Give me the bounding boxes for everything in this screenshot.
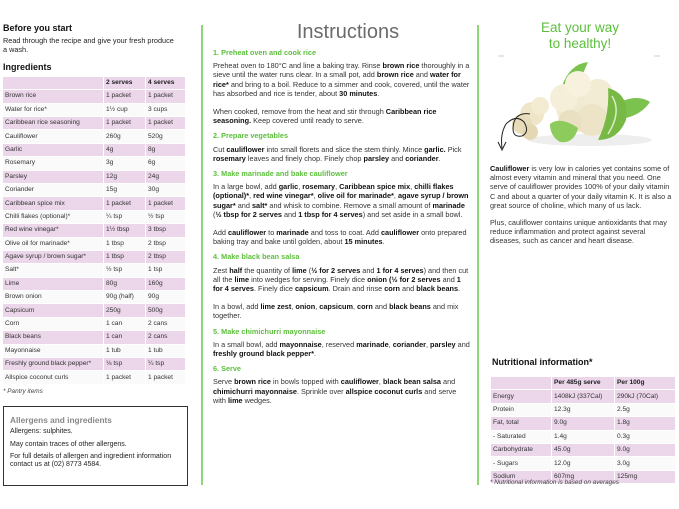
table-cell: 90g [146, 291, 185, 303]
text: onto prepared baking tray and bake until golden, about [213, 228, 467, 247]
bold-text: allspice coconut curls [345, 386, 423, 396]
text: in bowls topped with [271, 377, 341, 387]
bold-text: onion (½ for 2 serves [367, 274, 441, 284]
table-row [3, 238, 185, 250]
health-text [490, 164, 676, 246]
divider [477, 25, 479, 485]
bold-text: coriander [405, 153, 439, 163]
table-cell: 250g [104, 304, 145, 316]
pantry-footnote: * Pantry items [3, 387, 43, 395]
cauliflower-icon [490, 54, 676, 164]
table-cell: Lime [3, 278, 103, 290]
instructions-column [213, 20, 471, 411]
text: , [378, 377, 383, 387]
text: , [410, 182, 415, 192]
step-heading: 1. Preheat oven and cook rice [213, 48, 317, 57]
table-row [3, 130, 185, 142]
text: . Sprinkle over [296, 386, 346, 396]
before-you-start-heading: Before you start [3, 23, 73, 33]
table-cell: ½ tsp [104, 264, 145, 276]
text: . [438, 153, 441, 163]
text: Cut [213, 144, 227, 154]
bold-text: parsley [363, 153, 390, 163]
step-heading: 6. Serve [213, 364, 241, 374]
bold-text: garlic [278, 182, 299, 192]
text: . Finely dice [253, 284, 295, 294]
table-cell: 1 tub [104, 345, 145, 357]
table-row [3, 197, 185, 209]
allergens-heading: Allergens and ingredients [10, 415, 112, 425]
bold-text: black beans [389, 302, 431, 312]
allergens-line: Allergens: sulphites. [10, 428, 73, 436]
table-cell: ¼ tsp [104, 211, 145, 223]
table-cell: 2 cans [146, 318, 185, 330]
bold-text: Caribbean spice mix [339, 182, 411, 192]
text: Serve [213, 377, 235, 387]
nutrition-table [490, 376, 676, 484]
table-cell: 1 packet [104, 117, 145, 129]
ingredients-heading: Ingredients [3, 61, 52, 72]
table-cell: Coriander [3, 184, 103, 196]
table-cell: 3 cups [146, 104, 185, 116]
text: , reserved [321, 339, 357, 349]
table-cell: Agave syrup / brown sugar* [3, 251, 103, 263]
text: In a bowl, add [213, 302, 261, 312]
table-cell: Water for rice* [3, 104, 103, 116]
text: the quantity of [242, 265, 293, 275]
text: thoroughly in a sieve until the water runs clear. In a small pot, add [213, 61, 470, 80]
text: In a small bowl, add [213, 339, 280, 349]
paragraph [213, 302, 471, 320]
text: , [335, 182, 340, 192]
text: and [389, 153, 406, 163]
table-cell: Allspice coconut curls [3, 371, 103, 383]
text: ( [306, 265, 312, 275]
text: is very low in calories yet contains some of almost every vitamin and mineral that you need. One serve of cauliflower provides 100% of your daily vitamin C and about a quarter of your daily vitamin K. It is also a great source of choline, which many of us lack. [490, 164, 672, 210]
table-row [3, 90, 185, 102]
table-row [491, 404, 675, 416]
bold-text: onion [295, 302, 316, 312]
bold-text: brown rice [234, 377, 271, 387]
table-cell: 4g [104, 144, 145, 156]
bold-text: 1 for 4 serves [376, 265, 424, 275]
text: , [291, 302, 296, 312]
bold-text: half [229, 265, 243, 275]
table-cell: 9.0g [552, 417, 614, 429]
text: into small florets and slice the stem thinly. Mince [264, 144, 425, 154]
paragraph [213, 107, 471, 125]
health-title-line: Eat your way [540, 20, 620, 35]
table-cell: 500g [146, 304, 185, 316]
bold-text: 30 minutes [339, 88, 378, 98]
step-heading: 4. Make black bean salsa [213, 252, 300, 262]
table-cell: Salt* [3, 264, 103, 276]
divider [201, 25, 203, 485]
text: and bring to a boil. Reduce to a simmer and cook, covered, until the water has absorbed and rice is tender, about [213, 79, 470, 98]
table-cell: Brown onion [3, 291, 103, 303]
bold-text: lime [292, 265, 307, 275]
table-cell: 80g [104, 278, 145, 290]
bold-text: olive oil for marinade* [317, 191, 394, 201]
text: Add [213, 228, 229, 238]
text: and [440, 274, 457, 284]
table-cell: 1 packet [146, 117, 185, 129]
table-header-row [3, 77, 185, 89]
text: , [313, 191, 318, 201]
text: and mix together. [213, 302, 459, 321]
text: and [372, 302, 390, 312]
table-row [3, 371, 185, 383]
text: , [393, 191, 398, 201]
text: . [377, 88, 380, 98]
table-header-row [491, 377, 675, 389]
bold-text: Cauliflower [490, 164, 530, 173]
bold-text: Caribbean rice seasoning. [213, 107, 437, 126]
table-cell: Olive oil for marinade* [3, 238, 103, 250]
table-cell: 1 can [104, 318, 145, 330]
nutrition-heading: Nutritional information* [492, 357, 593, 367]
text: , [388, 339, 393, 349]
table-row [491, 390, 675, 402]
table-cell: 125mg [615, 471, 675, 483]
table-cell: 12g [104, 171, 145, 183]
table-cell: Caribbean rice seasoning [3, 117, 103, 129]
table-cell: 2.5g [615, 404, 675, 416]
ingredients-table [2, 76, 186, 385]
text: and [455, 339, 470, 349]
bold-text: marinade [432, 200, 465, 210]
paragraph [213, 228, 471, 246]
table-row [3, 358, 185, 370]
bold-text: garlic. [424, 144, 446, 154]
bold-text: parsley [430, 339, 456, 349]
paragraph [213, 145, 471, 163]
table-row [491, 417, 675, 429]
table-row [3, 291, 185, 303]
bold-text: coriander [392, 339, 426, 349]
column-header [3, 77, 103, 89]
table-row [3, 184, 185, 196]
table-cell: Energy [491, 390, 551, 402]
table-cell: 1½ cup [104, 104, 145, 116]
table-cell: 1 tbsp [104, 238, 145, 250]
text: . [382, 237, 385, 247]
table-cell: 12.3g [552, 404, 614, 416]
bold-text: water for rice* [213, 70, 461, 89]
bold-text: marinade [356, 339, 389, 349]
table-row [491, 457, 675, 469]
paragraph [490, 164, 676, 210]
allergens-line: For full details of allergen and ingredient information contact us at (02) 8773 4584. [10, 453, 172, 469]
table-cell: Carbohydrate [491, 444, 551, 456]
cauliflower-illustration [490, 54, 676, 164]
table-row [3, 117, 185, 129]
bold-text: red wine vinegar* [253, 191, 314, 201]
table-cell: 160g [146, 278, 185, 290]
table-cell: Parsley [3, 171, 103, 183]
bold-text: freshly ground black pepper* [213, 349, 314, 359]
table-row [3, 224, 185, 236]
table-cell: 1.4g [552, 431, 614, 443]
column-header: 2 serves [104, 77, 145, 89]
text: ) and set aside in a small bowl. [362, 209, 463, 219]
paragraph [213, 61, 471, 98]
bold-text: ½ tbsp for 2 serves [215, 209, 282, 219]
table-cell: Rosemary [3, 157, 103, 169]
bold-text: cauliflower [228, 228, 267, 238]
text: , [315, 302, 320, 312]
text: Plus, cauliflower contains unique antioxidants that may reduce inflammation and protect against several diseases, such as cancer and heart disease. [490, 218, 667, 246]
text: and [413, 70, 430, 80]
bold-text: cauliflower [340, 377, 379, 387]
table-cell: Caribbean spice mix [3, 197, 103, 209]
table-cell: Freshly ground black pepper* [3, 358, 103, 370]
bold-text: 15 minutes [344, 237, 383, 247]
table-row [3, 104, 185, 116]
table-cell: 1 packet [146, 371, 185, 383]
paragraph [490, 218, 676, 246]
bold-text: brown rice [376, 70, 414, 80]
table-cell: 2 cans [146, 331, 185, 343]
bold-text: capsicum [294, 284, 329, 294]
bold-text: cauliflower [226, 144, 265, 154]
table-cell: 45.0g [552, 444, 614, 456]
text: leaves and finely chop. Finely chop [245, 153, 364, 163]
paragraph [213, 266, 471, 294]
table-cell: 1 tub [146, 345, 185, 357]
text: . [313, 349, 316, 359]
table-row [3, 144, 185, 156]
table-cell: 520g [146, 130, 185, 142]
table-cell: Sodium [491, 471, 551, 483]
text: wedges. [242, 395, 272, 405]
table-cell: 0.3g [615, 431, 675, 443]
text: and whisk to combine. Remove a small amount of [267, 200, 433, 210]
text: Pick [445, 144, 462, 154]
text: When cooked, remove from the heat and stir through [213, 107, 386, 117]
table-cell: Protein [491, 404, 551, 416]
table-cell: 2 tbsp [146, 238, 185, 250]
table-cell: 9.0g [615, 444, 675, 456]
bold-text: chilli flakes (optional)* [213, 182, 454, 201]
health-title [484, 20, 676, 52]
table-cell: 6g [146, 157, 185, 169]
text: and [235, 200, 252, 210]
column-header: Per 485g serve [552, 377, 614, 389]
column-header: Per 100g [615, 377, 675, 389]
paragraph [213, 182, 471, 219]
table-cell: 1½ tbsp [104, 224, 145, 236]
bold-text: corn [384, 284, 401, 294]
text: and serve with [213, 386, 457, 405]
instructions-title: Instructions [296, 21, 400, 43]
bold-text: chimichurri mayonnaise [213, 386, 297, 396]
table-row [3, 345, 185, 357]
table-cell: 2 tbsp [146, 251, 185, 263]
table-cell: Black beans [3, 331, 103, 343]
bold-text: lime [234, 274, 250, 284]
table-cell: 12.0g [552, 457, 614, 469]
table-cell: 3.0g [615, 457, 675, 469]
bold-text: cauliflower [380, 228, 420, 238]
bold-text: marinade [276, 228, 309, 238]
text: and [360, 265, 377, 275]
table-cell: ⅛ tsp [104, 358, 145, 370]
bold-text: ½ for 2 serves [311, 265, 361, 275]
table-cell: 1 can [104, 331, 145, 343]
text: Preheat oven to 180°C and line a baking tray. Rinse [213, 61, 383, 71]
table-cell: 290kJ (70Cal) [615, 390, 675, 402]
allergens-box [3, 406, 188, 486]
table-cell: 1 packet [104, 197, 145, 209]
text: In a large bowl, add [213, 182, 279, 192]
step-heading: 5. Make chimichurri mayonnaise [213, 326, 326, 336]
bold-text: black bean salsa [382, 377, 441, 387]
table-cell: 24g [146, 171, 185, 183]
table-cell: 3 tbsp [146, 224, 185, 236]
table-cell: Mayonnaise [3, 345, 103, 357]
text: ) and then cut all the [213, 265, 469, 284]
bold-text: lime [228, 395, 243, 405]
text: , [249, 191, 254, 201]
table-cell: 1 packet [104, 371, 145, 383]
table-cell: ¼ tsp [146, 358, 185, 370]
table-cell: 90g (half) [104, 291, 145, 303]
text: . [458, 284, 461, 294]
table-cell: 260g [104, 130, 145, 142]
health-column [490, 20, 676, 254]
table-row [3, 264, 185, 276]
table-cell: 1 tbsp [104, 251, 145, 263]
instruction-steps [213, 48, 471, 405]
bold-text: 1 for 4 serves [213, 274, 461, 294]
table-cell: Corn [3, 318, 103, 330]
table-cell: 30g [146, 184, 185, 196]
table-cell: 1 packet [146, 90, 185, 102]
table-cell: ½ tsp [146, 211, 185, 223]
text: into wedges for serving. Finely dice [249, 274, 368, 284]
table-row [3, 304, 185, 316]
text: ( [213, 209, 216, 219]
table-row [3, 278, 185, 290]
text: and [400, 284, 417, 294]
table-cell: Chilli flakes (optional)* [3, 211, 103, 223]
allergens-line: May contain traces of other allergens. [10, 440, 127, 448]
table-cell: Red wine vinegar* [3, 224, 103, 236]
table-cell: - Sugars [491, 457, 551, 469]
text: . Drain and rinse [328, 284, 385, 294]
table-row [3, 157, 185, 169]
table-cell: 8g [146, 144, 185, 156]
column-header [491, 377, 551, 389]
table-cell: Brown rice [3, 90, 103, 102]
bold-text: rosemary [302, 182, 336, 192]
text: , [425, 339, 431, 349]
health-title-line: to healthy! [548, 36, 612, 51]
bold-text: agave syrup / brown sugar* [213, 191, 469, 210]
table-cell: Capsicum [3, 304, 103, 316]
text: , [352, 302, 358, 312]
step-heading: 3. Make marinade and bake cauliflower [213, 169, 348, 179]
left-column [3, 24, 191, 396]
table-cell: 607mg [552, 471, 614, 483]
table-cell: 1 packet [104, 90, 145, 102]
bold-text: 1 tbsp for 4 serves [298, 209, 363, 219]
nutrition-footnote: * Nutritional information is based on averages [490, 479, 619, 486]
table-cell: 1408kJ (337Cal) [552, 390, 614, 402]
step-heading: 2. Prepare vegetables [213, 131, 289, 141]
before-you-start-text: Read through the recipe and give your fresh produce a wash. [3, 36, 174, 55]
table-row [3, 251, 185, 263]
table-cell: Fat, total [491, 417, 551, 429]
table-cell: 1 packet [146, 197, 185, 209]
table-cell: Cauliflower [3, 130, 103, 142]
bold-text: capsicum [319, 302, 353, 312]
table-cell: 15g [104, 184, 145, 196]
table-cell: 1.8g [615, 417, 675, 429]
table-cell: - Saturated [491, 431, 551, 443]
text: to [266, 228, 277, 238]
bold-text: corn [357, 302, 373, 312]
table-row [3, 318, 185, 330]
bold-text: lime zest [260, 302, 292, 312]
table-row [491, 431, 675, 443]
table-cell: 1 tsp [146, 264, 185, 276]
bold-text: brown rice [382, 61, 420, 71]
text: Zest [213, 265, 230, 275]
bold-text: rosemary [213, 153, 246, 163]
text: , [298, 182, 303, 192]
bold-text: salt* [251, 200, 268, 210]
table-cell: Garlic [3, 144, 103, 156]
bold-text: black beans [416, 284, 459, 294]
table-row [3, 211, 185, 223]
paragraph [213, 340, 471, 358]
text: Keep covered until ready to serve. [251, 116, 364, 126]
table-row [3, 171, 185, 183]
table-row [491, 444, 675, 456]
bold-text: mayonnaise [279, 339, 322, 349]
table-cell: 3g [104, 157, 145, 169]
text: and [281, 209, 299, 219]
text: and toss to coat. Add [308, 228, 381, 238]
paragraph [213, 377, 471, 405]
text: and [440, 377, 456, 387]
column-header: 4 serves [146, 77, 185, 89]
table-row [3, 331, 185, 343]
